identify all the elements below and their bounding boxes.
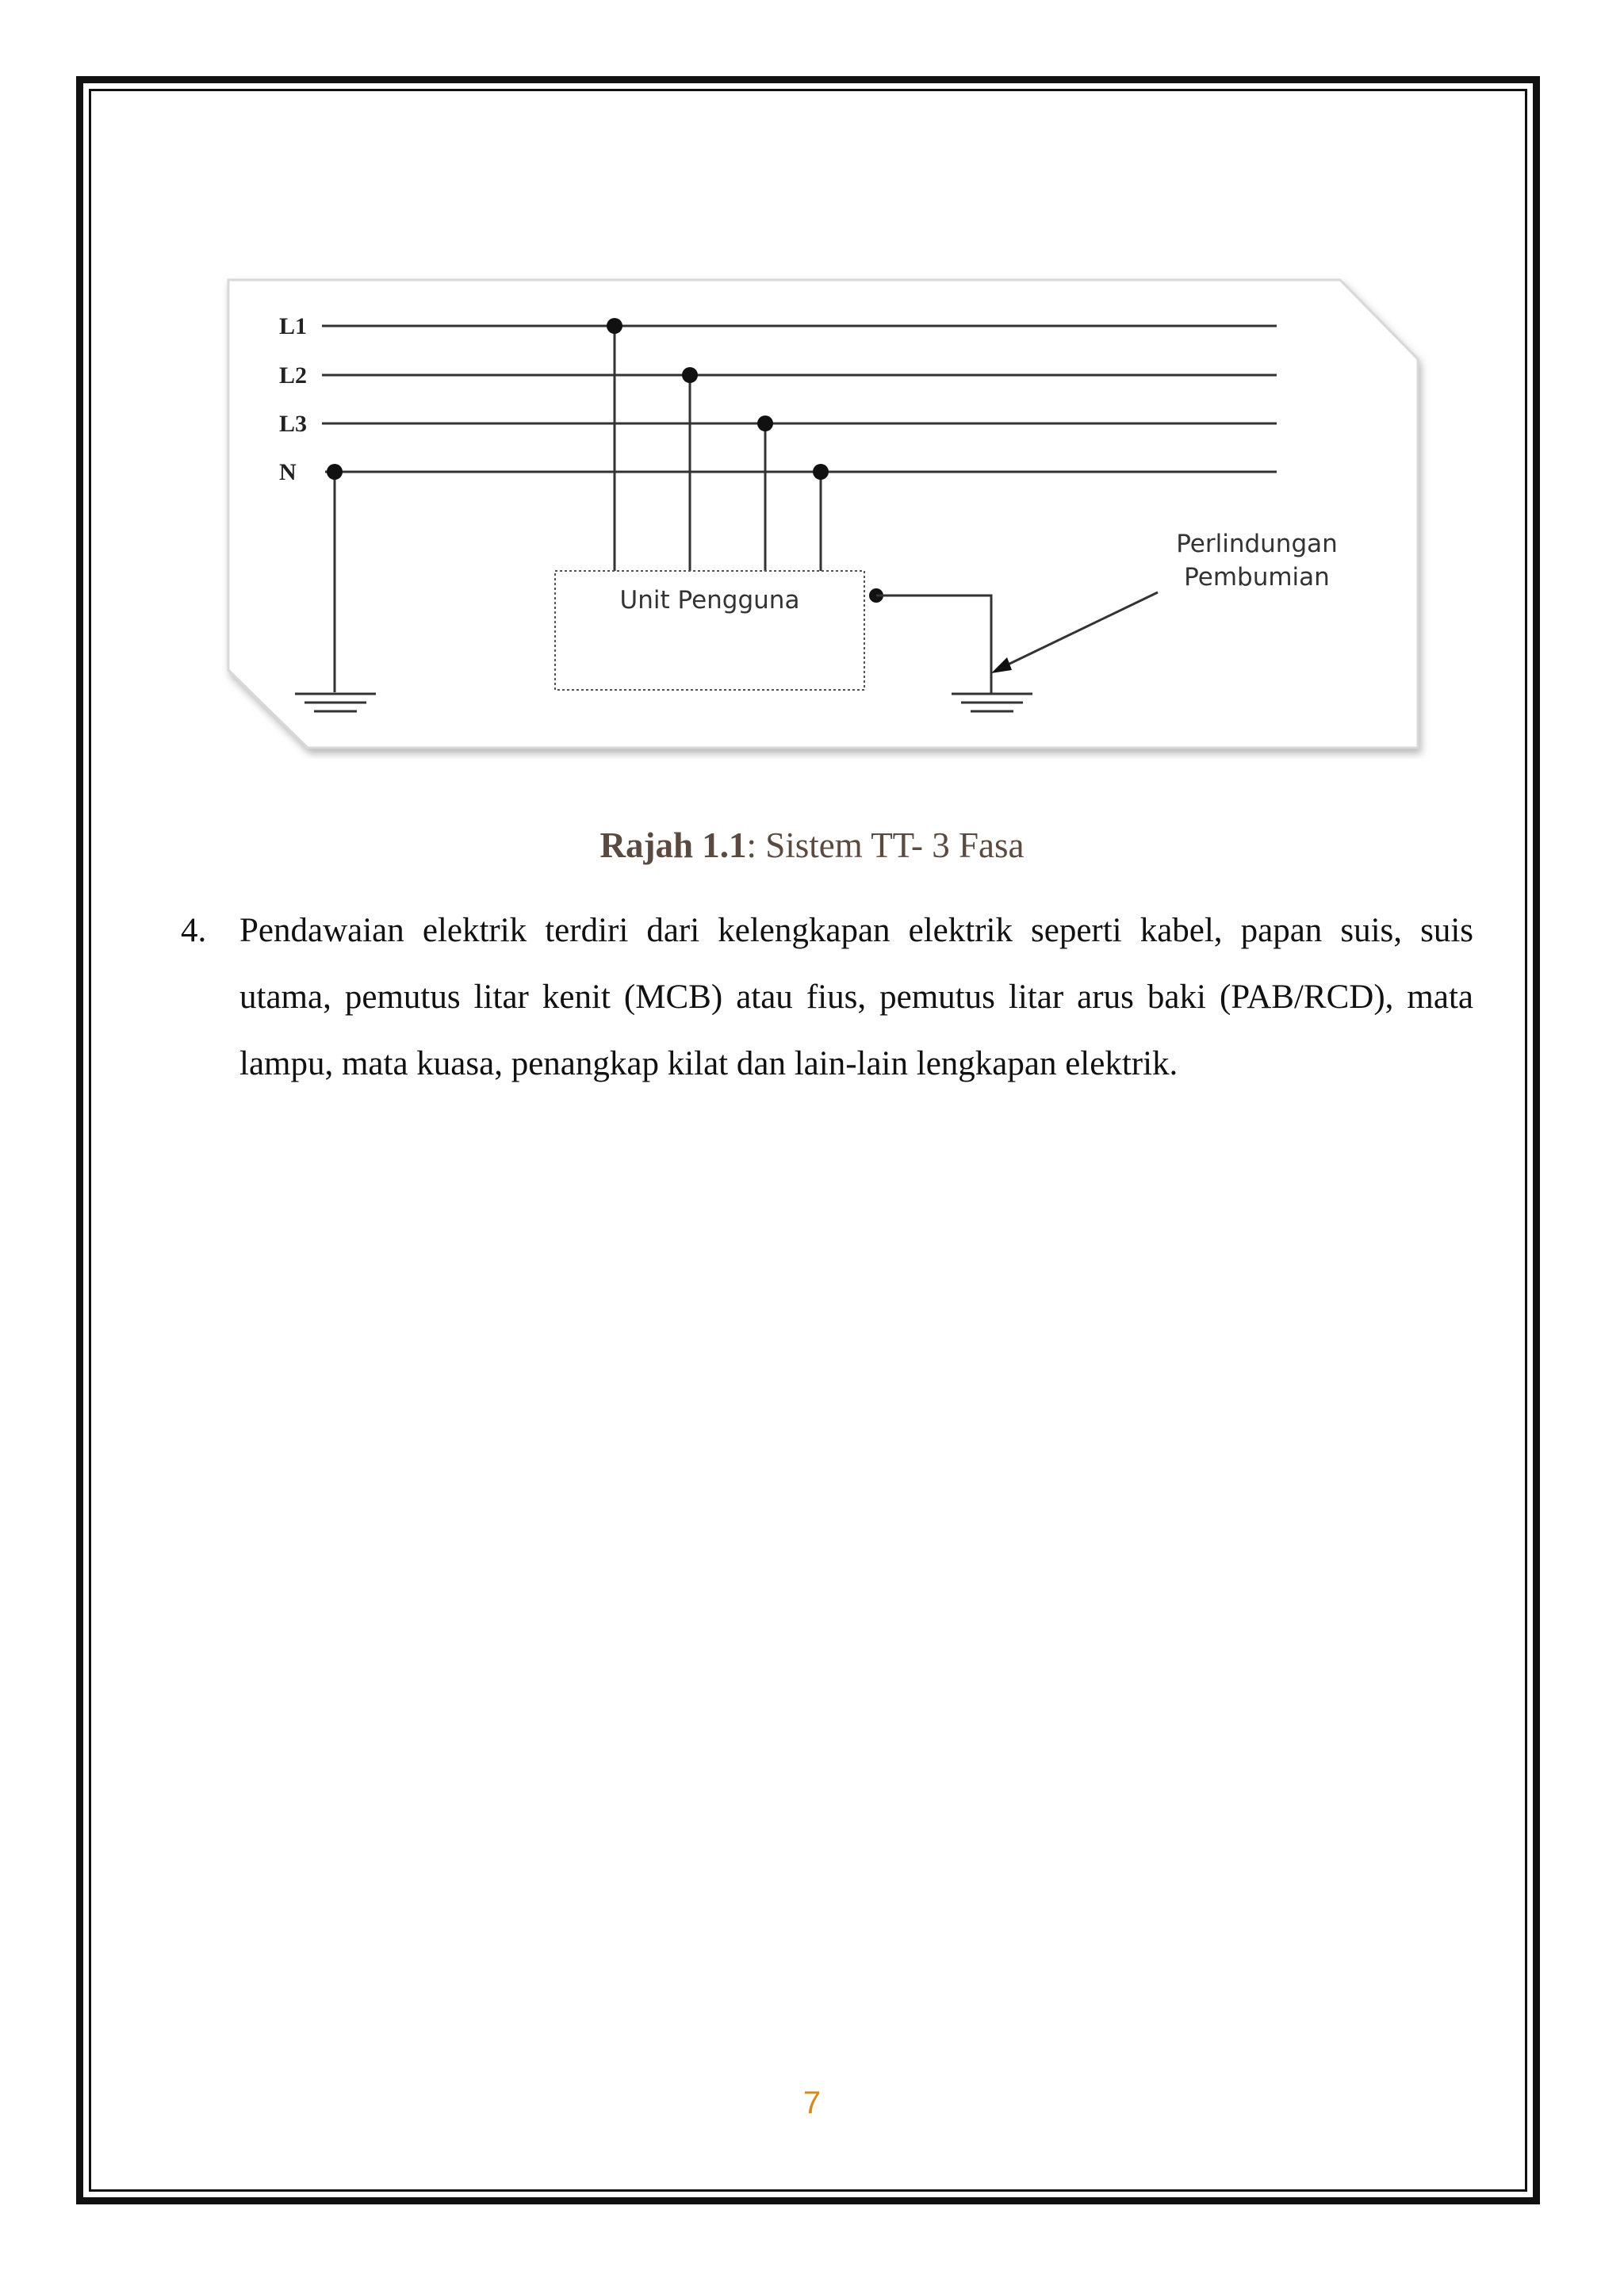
- line-label-n: N: [279, 459, 297, 485]
- figure-caption: [0, 825, 1624, 866]
- page-number: 7: [802, 2085, 822, 2120]
- caption-label: Rajah 1.1: [599, 825, 747, 865]
- list-item-number: 4.: [181, 912, 207, 949]
- unit-label: Unit Pengguna: [619, 586, 800, 615]
- tt-system-diagram: [222, 274, 1435, 759]
- junction-l2: [682, 367, 698, 383]
- junction-n: [813, 464, 829, 480]
- protection-label-1: Perlindungan: [1176, 530, 1338, 558]
- list-item-text: Pendawaian elektrik terdiri dari kelengkapan elektrik seperti kabel, papan suis, suis utama, pemutus litar kenit (MCB) atau fius, pemutus litar arus baki (PAB/RCD), mata lampu, mata kuasa, penangkap kilat dan lain-lain lengkapan elektrik.: [239, 912, 1473, 1082]
- diagram-card: [228, 280, 1418, 748]
- junction-n-earth: [327, 464, 343, 480]
- line-label-l2: L2: [279, 362, 308, 389]
- protection-label-2: Pembumian: [1184, 563, 1330, 592]
- caption-text: : Sistem TT- 3 Fasa: [746, 825, 1025, 865]
- junction-l3: [757, 416, 773, 431]
- line-label-l1: L1: [279, 313, 308, 339]
- line-label-l3: L3: [279, 411, 308, 437]
- junction-l1: [607, 318, 622, 334]
